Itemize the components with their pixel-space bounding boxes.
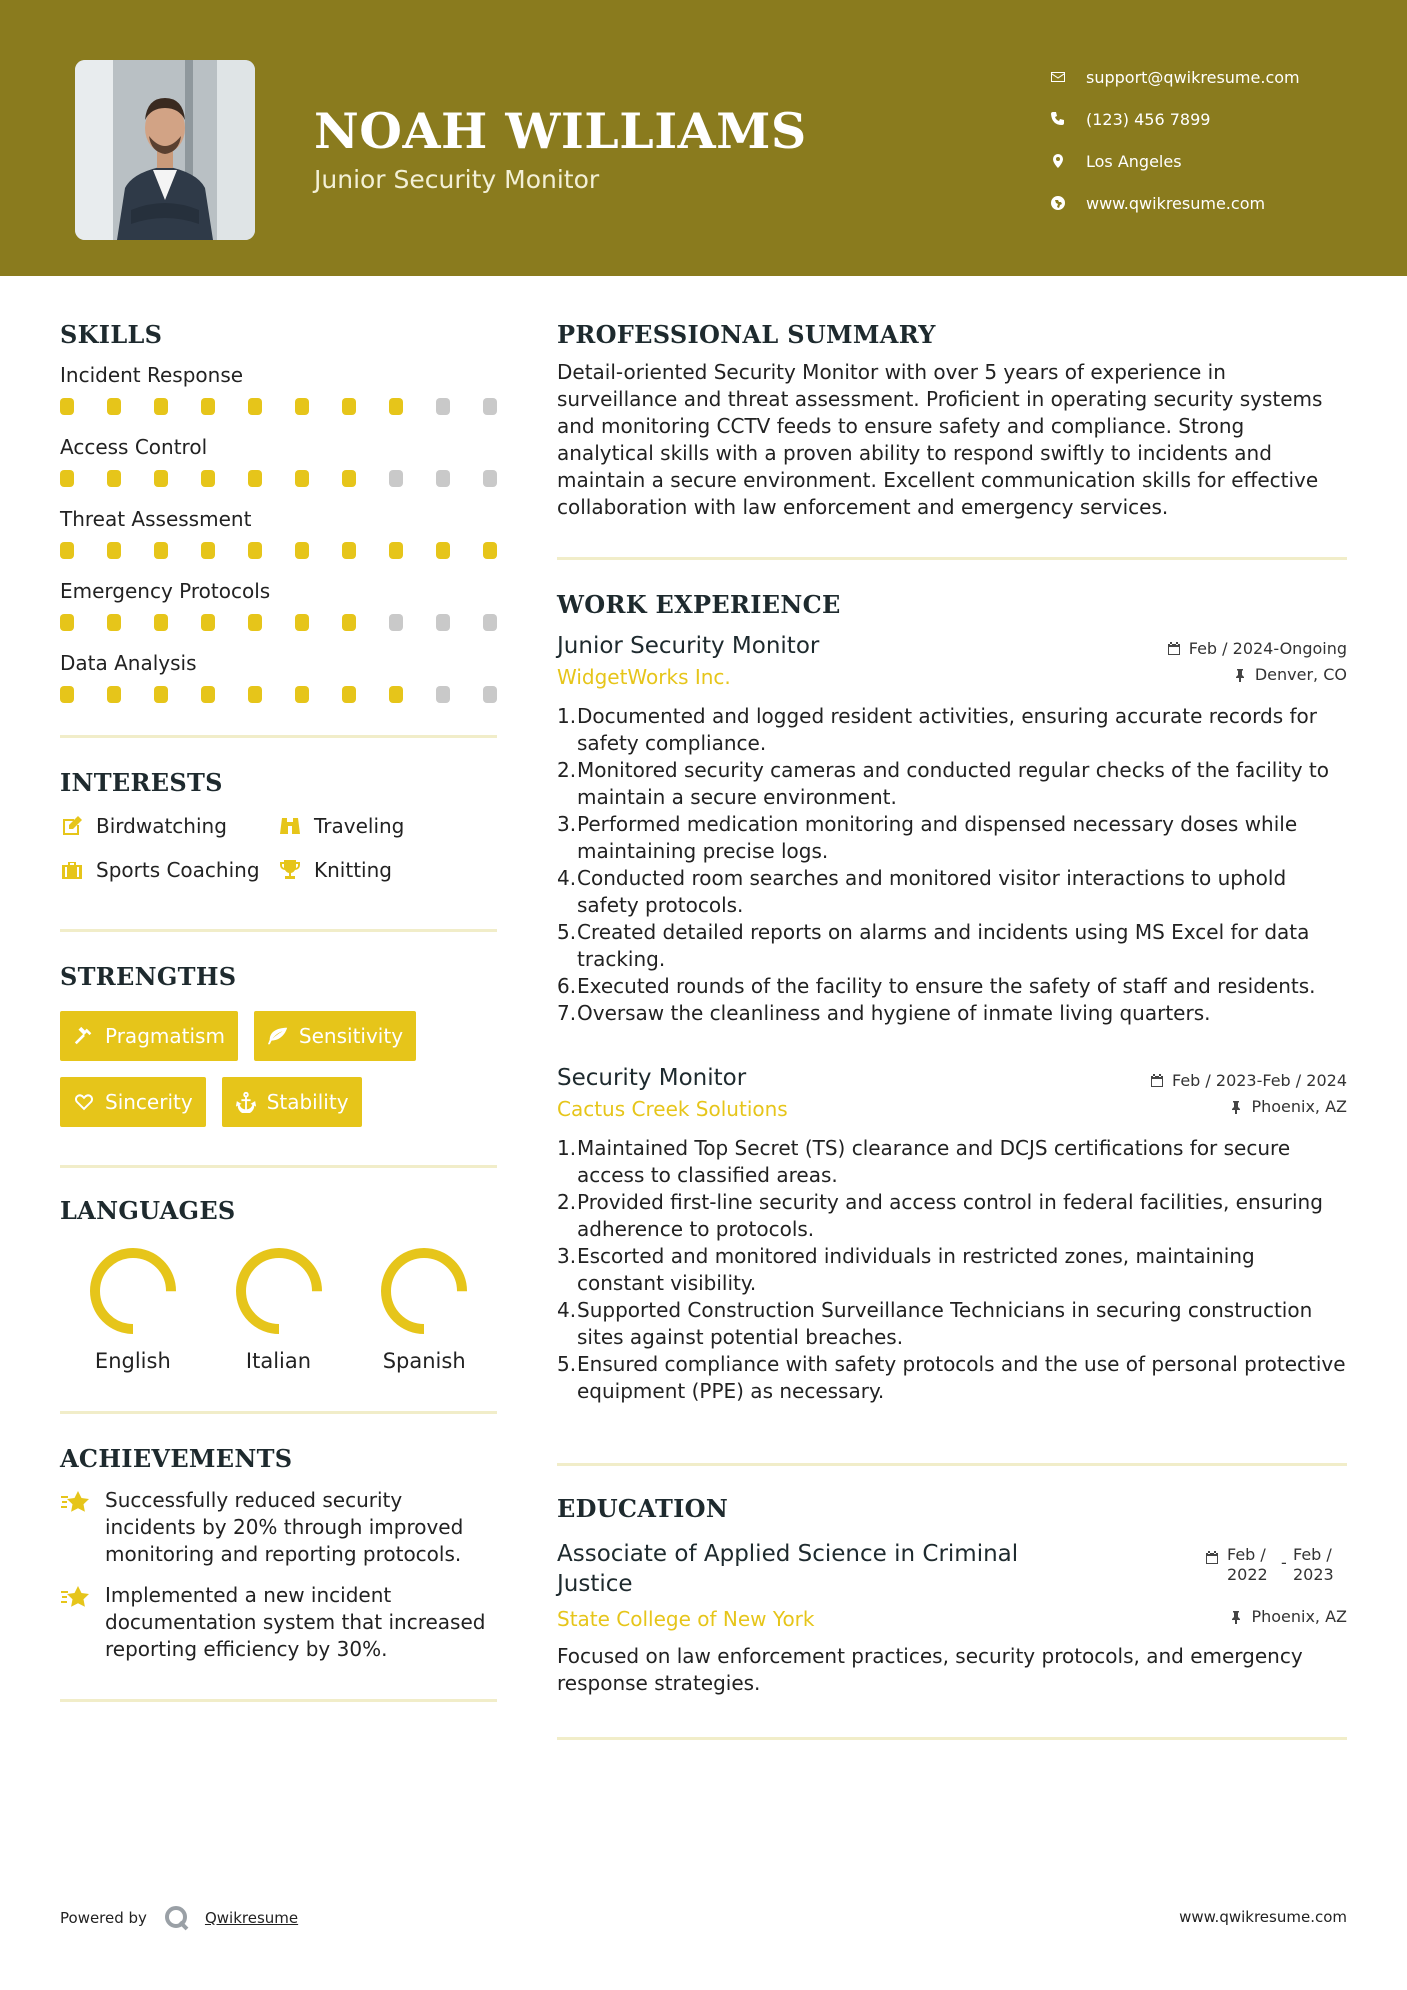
job-location — [1229, 1097, 1347, 1116]
powered-by — [60, 1904, 298, 1932]
job-company-row — [557, 665, 1347, 689]
education-date-separator: - — [1281, 1553, 1287, 1572]
interests-title: INTERESTS — [60, 768, 223, 797]
contact-list — [1050, 56, 1380, 224]
rating-dot-filled — [201, 614, 215, 631]
job-header — [557, 633, 1347, 659]
responsibility-item — [557, 973, 1347, 1000]
school-row — [557, 1607, 1347, 1631]
edit-icon — [60, 814, 96, 838]
responsibility-text: Provided first-line security and access control in federal facilities, ensuring adherence to protocols. — [577, 1190, 1323, 1241]
responsibility-item — [557, 1189, 1347, 1243]
rating-dot-filled — [201, 686, 215, 703]
rating-dot-filled — [60, 398, 74, 415]
contact-phone[interactable] — [1050, 98, 1380, 140]
skill-rating — [60, 607, 497, 637]
right-column — [557, 320, 1347, 1740]
responsibility-text: Conducted room searches and monitored visitor interactions to uphold safety protocols. — [577, 866, 1287, 917]
rating-dot-filled — [342, 398, 356, 415]
job-location — [1233, 665, 1347, 684]
strength-badge — [222, 1077, 362, 1127]
leaf-icon — [267, 1025, 289, 1047]
rating-dot-filled — [201, 542, 215, 559]
degree-title: Associate of Applied Science in Criminal Justice — [557, 1541, 1019, 1597]
envelope-icon — [1050, 69, 1086, 85]
section-divider — [60, 1165, 497, 1168]
interest-label: Sports Coaching — [96, 858, 260, 882]
list-number: 3. — [557, 812, 577, 836]
responsibility-item — [557, 703, 1347, 757]
rating-dot-filled — [60, 614, 74, 631]
school-name: State College of New York — [557, 1607, 815, 1631]
responsibility-item — [557, 1000, 1347, 1027]
rating-dot-filled — [154, 686, 168, 703]
list-number: 4. — [557, 1298, 577, 1322]
language-name: Spanish — [382, 1349, 466, 1373]
rating-dot-empty — [436, 398, 450, 415]
language-progress-ring — [85, 1243, 181, 1339]
rating-dot-empty — [389, 470, 403, 487]
job-dates — [1150, 1065, 1347, 1090]
rating-dot-empty — [483, 614, 497, 631]
list-number: 2. — [557, 1190, 577, 1214]
education-header — [557, 1539, 1347, 1599]
interests-section — [60, 768, 497, 885]
list-number: 3. — [557, 1244, 577, 1268]
summary-text: Detail-oriented Security Monitor with over 5 years of experience in surveillance and threat assessment. Proficient in operating security systems and monitoring CCTV feeds to ensure safety and compliance. Strong analytical skills with a proven ability to respond swiftly to incidents and maintain a secure environment. Excellent communication skills for effective collaboration with law enforcement and emergency services. — [557, 360, 1323, 519]
education-date-start: Feb / 2022 — [1227, 1545, 1268, 1584]
interest-label: Birdwatching — [96, 814, 227, 838]
skills-section — [60, 320, 497, 709]
strength-label: Sensitivity — [298, 1024, 404, 1048]
powered-by-text: Powered by — [60, 1909, 147, 1927]
binoculars-icon — [278, 814, 314, 838]
skill-item — [60, 431, 497, 493]
skill-rating — [60, 679, 497, 709]
contact-location — [1050, 140, 1380, 182]
pin-icon — [1229, 1610, 1243, 1624]
job-dates-text: Feb / 2023-Feb / 2024 — [1172, 1071, 1347, 1090]
responsibility-text: Created detailed reports on alarms and incidents using MS Excel for data tracking. — [577, 920, 1310, 971]
trophy-icon — [278, 858, 314, 882]
job-dates-text: Feb / 2024-Ongoing — [1188, 639, 1347, 658]
rating-dot-filled — [154, 470, 168, 487]
list-number: 1. — [557, 704, 577, 728]
rating-dot-filled — [248, 470, 262, 487]
job-responsibilities — [557, 703, 1347, 1027]
list-number: 5. — [557, 920, 577, 944]
education-dates — [1205, 1539, 1347, 1585]
experience-section — [557, 590, 1347, 1405]
responsibility-text: Ensured compliance with safety protocols and the use of personal protective equipment (PPE) as necessary. — [577, 1352, 1346, 1403]
strengths-section — [60, 962, 497, 1127]
rating-dot-filled — [295, 470, 309, 487]
responsibility-item — [557, 757, 1347, 811]
rating-dot-filled — [389, 542, 403, 559]
rating-dot-empty — [436, 686, 450, 703]
interest-item — [278, 855, 478, 885]
section-divider — [557, 1463, 1347, 1466]
rating-dot-filled — [107, 470, 121, 487]
list-number: 7. — [557, 1001, 577, 1025]
email-text: support@qwikresume.com — [1086, 67, 1300, 87]
skill-rating — [60, 391, 497, 421]
section-divider — [557, 557, 1347, 560]
responsibility-item — [557, 1135, 1347, 1189]
responsibility-text: Escorted and monitored individuals in restricted zones, maintaining constant visibility. — [577, 1244, 1255, 1295]
strength-label: Stability — [266, 1090, 349, 1114]
star-icon — [60, 1582, 105, 1663]
briefcase-icon — [60, 858, 96, 882]
calendar-icon — [1150, 1074, 1164, 1088]
job-company-row — [557, 1097, 1347, 1121]
phone-text: (123) 456 7899 — [1086, 109, 1211, 129]
responsibility-text: Oversaw the cleanliness and hygiene of inmate living quarters. — [577, 1001, 1211, 1025]
responsibility-item — [557, 1243, 1347, 1297]
map-pin-icon — [1050, 153, 1086, 169]
gavel-icon — [73, 1025, 95, 1047]
job-title: Security Monitor — [557, 1065, 747, 1091]
rating-dot-filled — [248, 398, 262, 415]
languages-title: LANGUAGES — [60, 1196, 236, 1225]
strength-label: Sincerity — [105, 1090, 193, 1114]
language-item — [206, 1243, 352, 1373]
education-description: Focused on law enforcement practices, security protocols, and emergency response strategies. — [557, 1644, 1303, 1695]
anchor-icon — [235, 1091, 257, 1113]
rating-dot-filled — [389, 398, 403, 415]
rating-dot-filled — [295, 398, 309, 415]
language-item — [351, 1243, 497, 1373]
strengths-list — [60, 1011, 497, 1127]
rating-dot-filled — [248, 686, 262, 703]
rating-dot-filled — [107, 398, 121, 415]
skill-name: Access Control — [60, 435, 208, 459]
job-location-text: Denver, CO — [1254, 665, 1347, 684]
jobs-list — [557, 633, 1347, 1405]
skill-name: Threat Assessment — [60, 507, 252, 531]
rating-dot-filled — [342, 686, 356, 703]
skill-item — [60, 647, 497, 709]
interest-item — [278, 811, 478, 841]
contact-website[interactable] — [1050, 182, 1380, 224]
rating-dot-filled — [295, 614, 309, 631]
rating-dot-filled — [107, 542, 121, 559]
achievements-section — [60, 1444, 497, 1663]
skill-rating — [60, 463, 497, 493]
rating-dot-filled — [60, 686, 74, 703]
contact-email[interactable] — [1050, 56, 1380, 98]
responsibility-item — [557, 811, 1347, 865]
section-divider — [60, 929, 497, 932]
achievement-text: Successfully reduced security incidents by 20% through improved monitoring and reporting protocols. — [105, 1488, 464, 1566]
qwikresume-logo-icon — [163, 1904, 191, 1932]
rating-dot-filled — [342, 614, 356, 631]
phone-icon — [1050, 111, 1086, 127]
rating-dot-filled — [107, 686, 121, 703]
education-location-text: Phoenix, AZ — [1251, 1607, 1347, 1626]
section-divider — [60, 735, 497, 738]
calendar-icon — [1167, 642, 1181, 656]
job-title: Junior Security Monitor — [557, 633, 820, 659]
achievement-item — [60, 1487, 497, 1568]
experience-title: WORK EXPERIENCE — [557, 590, 841, 619]
rating-dot-empty — [436, 614, 450, 631]
list-number: 6. — [557, 974, 577, 998]
company-name: Cactus Creek Solutions — [557, 1097, 788, 1121]
summary-section — [557, 320, 1347, 521]
company-name: WidgetWorks Inc. — [557, 665, 731, 689]
strength-label: Pragmatism — [105, 1024, 225, 1048]
candidate-name: NOAH WILLIAMS — [314, 102, 807, 160]
rating-dot-filled — [342, 470, 356, 487]
rating-dot-filled — [483, 542, 497, 559]
skill-item — [60, 503, 497, 565]
interests-list — [60, 811, 497, 885]
list-number: 5. — [557, 1352, 577, 1376]
rating-dot-filled — [201, 398, 215, 415]
page-footer — [60, 1900, 1347, 1930]
resume-header — [0, 0, 1407, 276]
rating-dot-filled — [295, 686, 309, 703]
education-title: EDUCATION — [557, 1494, 729, 1523]
skill-rating — [60, 535, 497, 565]
language-progress-arc — [386, 1253, 462, 1329]
rating-dot-empty — [389, 614, 403, 631]
responsibility-text: Performed medication monitoring and dispensed necessary doses while maintaining precise logs. — [577, 812, 1298, 863]
rating-dot-filled — [248, 614, 262, 631]
footer-url[interactable]: www.qwikresume.com — [1179, 1908, 1347, 1926]
rating-dot-filled — [295, 542, 309, 559]
job-location-text: Phoenix, AZ — [1251, 1097, 1347, 1116]
responsibility-text: Documented and logged resident activities, ensuring accurate records for safety compliance. — [577, 704, 1317, 755]
languages-list — [60, 1243, 497, 1373]
website-text: www.qwikresume.com — [1086, 193, 1266, 213]
strength-badge — [60, 1077, 206, 1127]
summary-title: PROFESSIONAL SUMMARY — [557, 320, 936, 349]
language-progress-arc — [241, 1253, 317, 1329]
rating-dot-filled — [436, 542, 450, 559]
globe-icon — [1050, 195, 1086, 211]
rating-dot-filled — [201, 470, 215, 487]
star-icon — [60, 1487, 105, 1568]
job-entry — [557, 633, 1347, 1027]
skill-name: Data Analysis — [60, 651, 197, 675]
rating-dot-filled — [107, 614, 121, 631]
heart-icon — [73, 1091, 95, 1113]
brand-link[interactable]: Qwikresume — [204, 1909, 299, 1927]
calendar-icon — [1205, 1551, 1219, 1565]
strength-badge — [60, 1011, 238, 1061]
responsibility-item — [557, 1297, 1347, 1351]
list-number: 4. — [557, 866, 577, 890]
location-text: Los Angeles — [1086, 151, 1182, 171]
rating-dot-filled — [154, 542, 168, 559]
responsibility-text: Supported Construction Surveillance Technicians in securing construction sites against potential breaches. — [577, 1298, 1313, 1349]
skill-name: Incident Response — [60, 363, 244, 387]
skills-list — [60, 359, 497, 709]
skills-title: SKILLS — [60, 320, 163, 349]
job-entry — [557, 1065, 1347, 1405]
job-header — [557, 1065, 1347, 1091]
skill-item — [60, 359, 497, 421]
skill-name: Emergency Protocols — [60, 579, 271, 603]
responsibility-text: Maintained Top Secret (TS) clearance and DCJS certifications for secure access to classified areas. — [577, 1136, 1291, 1187]
education-section — [557, 1494, 1347, 1697]
education-location — [1229, 1607, 1347, 1626]
rating-dot-filled — [342, 542, 356, 559]
section-divider — [557, 1737, 1347, 1740]
pin-icon — [1229, 1100, 1243, 1114]
language-name: Italian — [245, 1349, 312, 1373]
interest-item — [60, 855, 278, 885]
rating-dot-empty — [483, 398, 497, 415]
achievements-title: ACHIEVEMENTS — [60, 1444, 293, 1473]
language-item — [60, 1243, 206, 1373]
candidate-title: Junior Security Monitor — [314, 165, 600, 194]
language-progress-ring — [376, 1243, 472, 1339]
rating-dot-filled — [154, 398, 168, 415]
job-responsibilities — [557, 1135, 1347, 1405]
languages-section — [60, 1196, 497, 1373]
list-number: 2. — [557, 758, 577, 782]
rating-dot-filled — [389, 686, 403, 703]
responsibility-item — [557, 865, 1347, 919]
strength-badge — [254, 1011, 416, 1061]
skill-item — [60, 575, 497, 637]
education-date-end: Feb / 2023 — [1293, 1545, 1334, 1584]
rating-dot-filled — [60, 470, 74, 487]
interest-label: Knitting — [314, 858, 392, 882]
section-divider — [60, 1699, 497, 1702]
list-number: 1. — [557, 1136, 577, 1160]
responsibility-item — [557, 1351, 1347, 1405]
rating-dot-empty — [483, 686, 497, 703]
rating-dot-empty — [483, 470, 497, 487]
portrait-image — [75, 60, 255, 240]
profile-photo — [75, 60, 255, 240]
rating-dot-empty — [436, 470, 450, 487]
interest-label: Traveling — [314, 814, 405, 838]
rating-dot-filled — [154, 614, 168, 631]
responsibility-item — [557, 919, 1347, 973]
language-name: English — [94, 1349, 171, 1373]
rating-dot-filled — [60, 542, 74, 559]
strengths-title: STRENGTHS — [60, 962, 237, 991]
language-progress-arc — [95, 1253, 171, 1329]
left-column — [60, 320, 497, 1702]
responsibility-text: Executed rounds of the facility to ensure the safety of staff and residents. — [577, 974, 1316, 998]
language-progress-ring — [231, 1243, 327, 1339]
rating-dot-filled — [248, 542, 262, 559]
pin-icon — [1233, 668, 1247, 682]
achievement-text: Implemented a new incident documentation system that increased reporting efficiency by 30%. — [105, 1583, 486, 1661]
section-divider — [60, 1411, 497, 1414]
job-dates — [1167, 633, 1347, 658]
achievement-item — [60, 1582, 497, 1663]
responsibility-text: Monitored security cameras and conducted regular checks of the facility to maintain a secure environment. — [577, 758, 1329, 809]
interest-item — [60, 811, 278, 841]
